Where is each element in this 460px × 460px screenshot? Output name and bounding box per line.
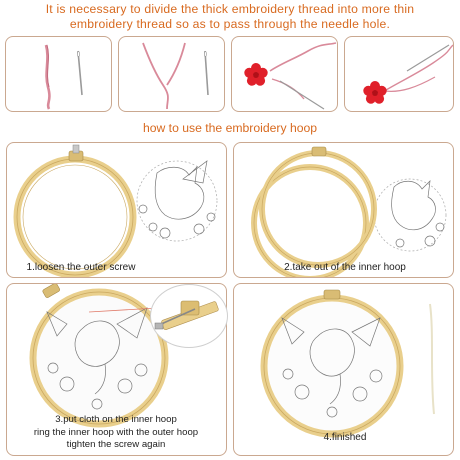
screw-detail-inset xyxy=(150,284,228,348)
thread-photo-1 xyxy=(5,36,112,112)
step-3-caption-line-3: tighten the screw again xyxy=(66,439,166,450)
hoop-section-title: how to use the embroidery hoop xyxy=(142,121,318,135)
needle-threader-bead-icon xyxy=(232,37,338,112)
step-3-caption xyxy=(6,414,226,452)
separate-hoops-illustration xyxy=(234,143,454,278)
finished-hoop-illustration xyxy=(234,284,454,456)
thick-thread-and-needle-icon xyxy=(6,37,112,112)
step-1-caption: 1.loosen the outer screw xyxy=(26,262,136,273)
thread-photo-3 xyxy=(231,36,338,112)
thread-photo-4 xyxy=(344,36,454,112)
step-2-caption: 2.take out of the inner hoop xyxy=(284,262,406,273)
threaded-needle-icon xyxy=(345,37,454,112)
dragon-pattern-icon xyxy=(374,179,446,251)
loosen-screw-illustration xyxy=(7,143,227,278)
step-3-caption-line-2: ring the inner hoop with the outer hoop xyxy=(33,426,199,438)
step-3-caption-line-1: 3.put cloth on the inner hoop xyxy=(55,414,177,425)
step-4-panel xyxy=(233,283,454,456)
thread-instruction xyxy=(0,2,460,32)
split-thread-icon xyxy=(119,37,225,112)
step-2-panel xyxy=(233,142,454,278)
thread-instruction-line-1: It is necessary to divide the thick embroidery thread into more thin xyxy=(45,2,415,16)
thread-photo-2 xyxy=(118,36,225,112)
dragon-pattern-icon xyxy=(137,161,217,241)
step-4-caption: 4.finished xyxy=(323,432,367,443)
step-1-panel xyxy=(6,142,227,278)
thread-instruction-line-2: embroidery thread so as to pass through the needle hole. xyxy=(69,17,391,31)
screw-closeup-icon xyxy=(151,285,227,347)
